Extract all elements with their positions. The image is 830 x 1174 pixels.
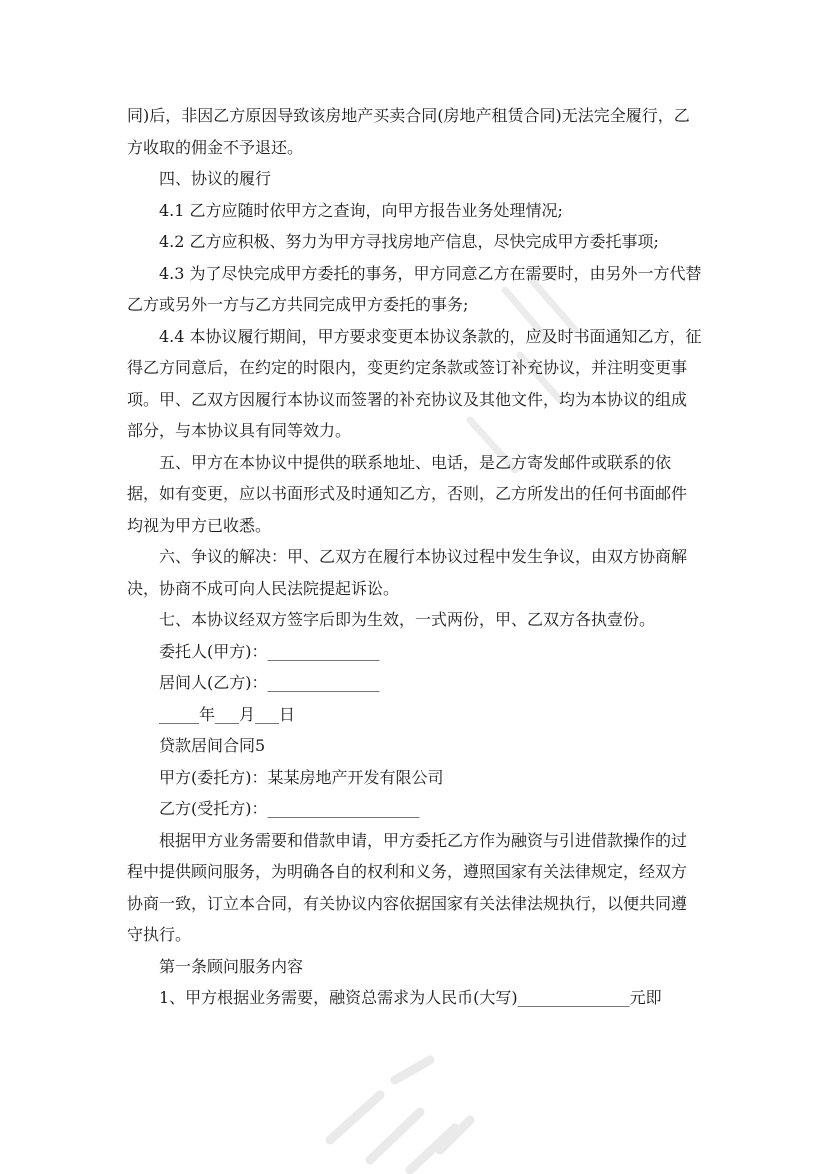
party-a-line: 甲方(委托方)：某某房地产开发有限公司	[159, 767, 444, 787]
party-b-line: 乙方(受托方)：___________________	[159, 799, 420, 818]
signature-date: _____年___月___日	[159, 704, 296, 724]
article-1-item-1: 1、甲方根据业务需要，融资总需求为人民币(大写)______________元即	[159, 988, 662, 1007]
section-effectiveness: 七、本协议经双方签字后即为生效，一式两份，甲、乙双方各执壹份。	[159, 610, 656, 629]
section-contact-info: 五、甲方在本协议中提供的联系地址、电话，是乙方寄发邮件或联系的依据，如有变更，应以书面形式及时通知乙方，否则，乙方所发出的任何书面邮件均视为甲方已收悉。	[127, 452, 688, 535]
watermark-mark-lower	[330, 1060, 470, 1170]
clause-4-4: 4.4 本协议履行期间，甲方要求变更本协议条款的，应及时书面通知乙方，征得乙方同意后，在约定的时限内，变更约定条款或签订补充协议，并注明变更事项。甲、乙双方因履行本协议而签署的补充协议及其他文件，均为本协议的组成部分，与本协议具有同等效力。	[127, 326, 702, 440]
article-1-heading: 第一条顾问服务内容	[159, 956, 304, 976]
section-heading-performance: 四、协议的履行	[159, 169, 272, 188]
paragraph-1: 同)后，非因乙方原因导致该房地产买卖合同(房地产租赁合同)无法完全履行，乙方收取的佣金不予退还。	[127, 106, 690, 157]
contract-preamble: 根据甲方业务需要和借款申请，甲方委托乙方作为融资与引进借款操作的过程中提供顾问服务，为明确各自的权利和义务，遵照国家有关法律规定，经双方协商一致，订立本合同，有关协议内容依据国家有关法律法规执行，以便共同遵守执行。	[127, 830, 688, 944]
contract-title: 贷款居间合同5	[159, 736, 266, 755]
signature-party-a: 委托人(甲方)：______________	[159, 641, 380, 661]
document-body	[127, 100, 702, 1014]
clause-4-2: 4.2 乙方应积极、努力为甲方寻找房地产信息，尽快完成甲方委托事项;	[159, 232, 659, 251]
clause-4-3: 4.3 为了尽快完成甲方委托的事务，甲方同意乙方在需要时，由另外一方代替乙方或另外一方与乙方共同完成甲方委托的事务;	[127, 263, 702, 314]
section-dispute-resolution: 六、争议的解决：甲、乙双方在履行本协议过程中发生争议，由双方协商解决，协商不成可向人民法院提起诉讼。	[127, 547, 688, 598]
clause-4-1: 4.1 乙方应随时依甲方之查询，向甲方报告业务处理情况;	[159, 200, 563, 220]
signature-party-b: 居间人(乙方)：______________	[159, 673, 380, 692]
